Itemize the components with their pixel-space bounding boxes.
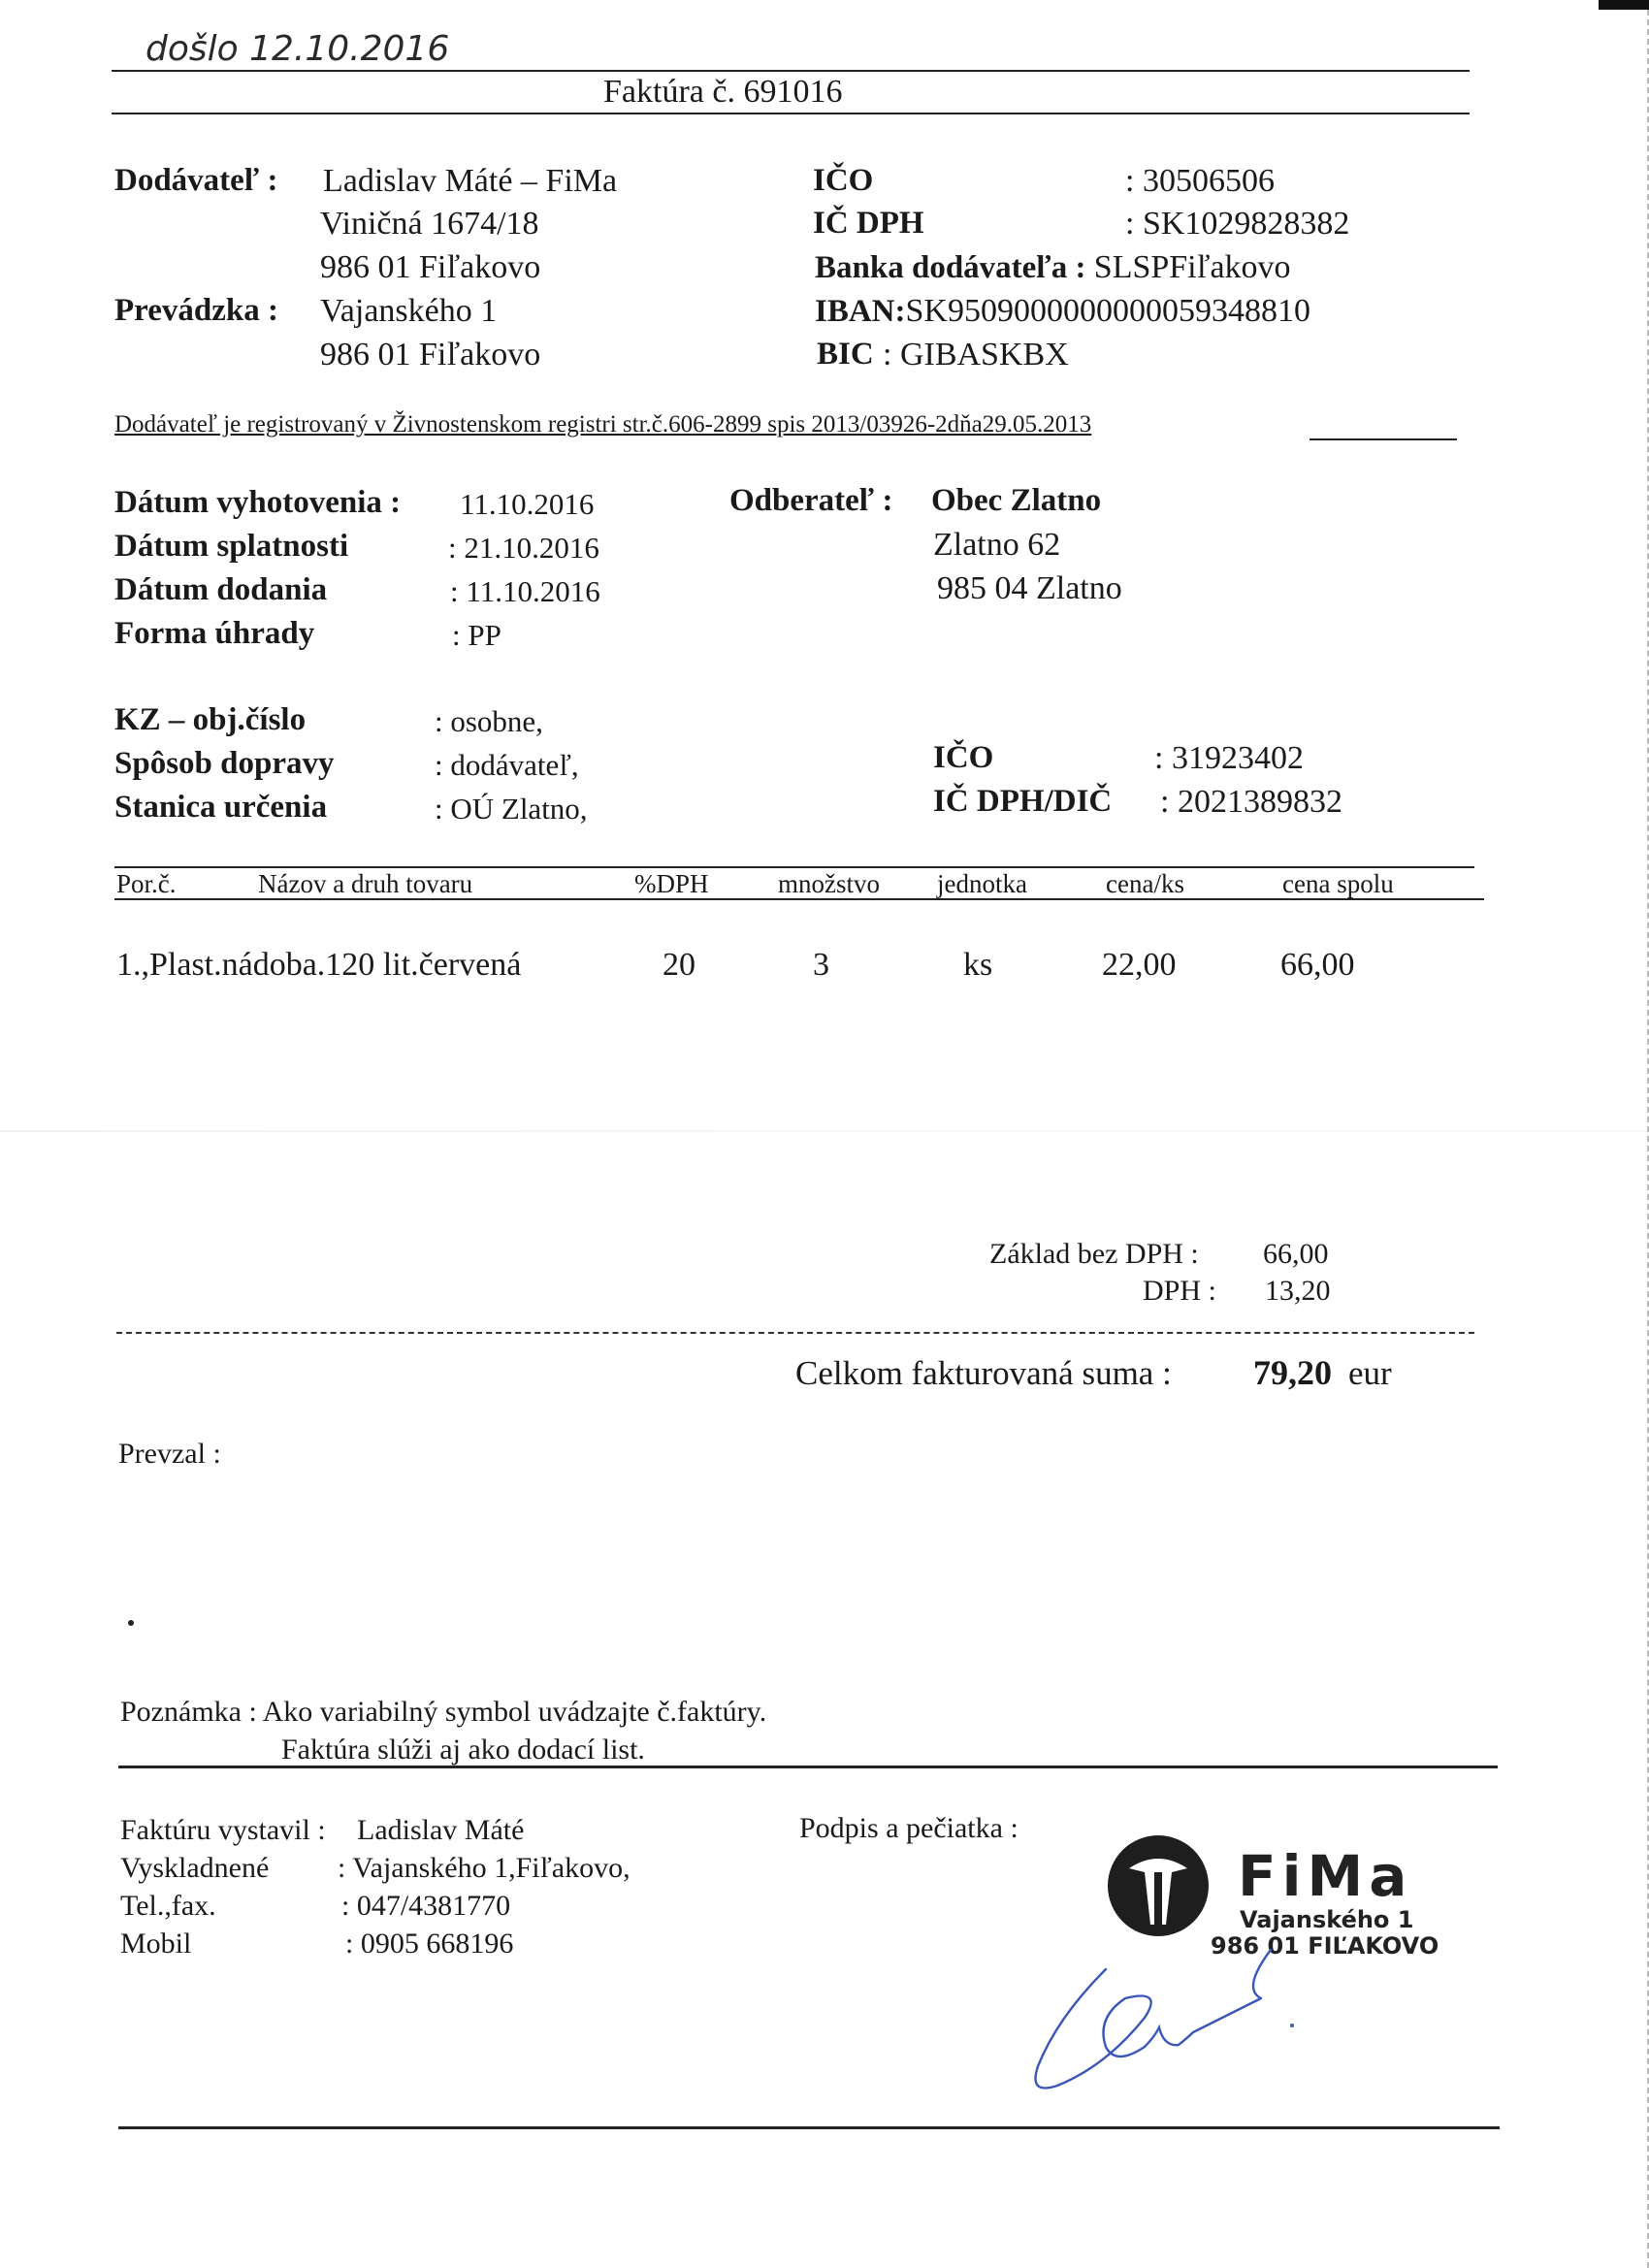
due-date-value: : 21.10.2016	[448, 531, 599, 565]
due-date-label: Dátum splatnosti	[114, 529, 349, 564]
premises-street: Vajanského 1	[320, 293, 498, 329]
premises-label: Prevádzka :	[114, 293, 278, 328]
scan-edge-mark	[1599, 0, 1649, 10]
customer-ico-label: IČO	[933, 740, 994, 775]
header-unit: jednotka	[937, 869, 1027, 898]
premises-city: 986 01 Fiľakovo	[320, 337, 541, 373]
payment-form-value: : PP	[452, 618, 501, 652]
warehouse-value: : Vajanského 1,Fiľakovo,	[338, 1852, 630, 1884]
icdph-label: IČ DPH	[813, 206, 924, 241]
delivery-date-value: : 11.10.2016	[450, 574, 600, 608]
issue-date-label: Dátum vyhotovenia :	[114, 485, 402, 520]
tel-value: : 047/4381770	[341, 1890, 511, 1922]
station-label: Stanica určenia	[114, 790, 328, 825]
issued-value: Ladislav Máté	[357, 1814, 525, 1846]
customer-icdph-label: IČ DPH/DIČ	[933, 784, 1113, 819]
issue-date-value: 11.10.2016	[460, 487, 595, 521]
tel-label: Tel.,fax.	[120, 1890, 216, 1922]
stamp-city: 986 01 FIĽAKOVO	[1211, 1932, 1439, 1960]
bank-value: SLSPFiľakovo	[1093, 249, 1291, 285]
grand-total-value: 79,20	[1253, 1353, 1332, 1392]
row-unit: ks	[963, 947, 993, 983]
invoice-title: Faktúra č. 691016	[603, 74, 843, 110]
customer-street: Zlatno 62	[933, 527, 1061, 563]
note-line-2: Faktúra slúži aj ako dodací list.	[281, 1733, 645, 1766]
mobile-label: Mobil	[120, 1928, 192, 1960]
stamp-street: Vajanského 1	[1240, 1906, 1414, 1933]
header-unit-price: cena/ks	[1106, 869, 1184, 898]
signature-label: Podpis a pečiatka :	[799, 1812, 1018, 1844]
totals-dashed-rule	[116, 1332, 1474, 1334]
bic-label: BIC	[817, 337, 874, 372]
perforated-edge	[1643, 0, 1649, 2268]
customer-label: Odberateľ :	[729, 483, 893, 518]
iban-label: IBAN:	[815, 294, 906, 329]
title-rule	[112, 113, 1470, 114]
note-line-1: Poznámka : Ako variabilný symbol uvádzajte č.faktúry.	[120, 1696, 767, 1728]
paper-fold	[0, 1130, 1649, 1132]
bottom-rule	[118, 2126, 1500, 2129]
issued-label: Faktúru vystavil :	[120, 1814, 326, 1846]
warehouse-label: Vyskladnené	[120, 1852, 270, 1884]
delivery-date-label: Dátum dodania	[114, 572, 328, 607]
supplier-label: Dodávateľ :	[114, 163, 278, 198]
station-value: : OÚ Zlatno,	[435, 792, 588, 826]
row-item-name: 1.,Plast.nádoba.120 lit.červená	[116, 947, 522, 983]
registry-rule	[1310, 438, 1457, 440]
header-vat-rate: %DPH	[634, 869, 709, 898]
header-item-name: Názov a druh tovaru	[258, 869, 473, 898]
vat-value: 13,20	[1265, 1275, 1331, 1307]
registry-note: Dodávateľ je registrovaný v Živnostenskom registri str.č.606-2899 spis 2013/03926-2dňa29.05.2013	[114, 411, 1092, 437]
customer-city: 985 04 Zlatno	[937, 570, 1122, 606]
customer-icdph-value: : 2021389832	[1160, 784, 1342, 820]
iban-value: SK9509000000000059348810	[905, 293, 1310, 329]
stamp-brand: FiMa	[1238, 1843, 1413, 1909]
grand-total-label: Celkom fakturovaná suma :	[795, 1354, 1172, 1392]
footer-rule	[118, 1766, 1498, 1768]
supplier-city: 986 01 Fiľakovo	[320, 249, 541, 285]
transport-label: Spôsob dopravy	[114, 746, 335, 781]
row-quantity: 3	[813, 947, 829, 983]
bank-label: Banka dodávateľa :	[815, 250, 1086, 285]
payment-form-label: Forma úhrady	[114, 616, 315, 651]
base-value: 66,00	[1263, 1238, 1329, 1270]
header-total-price: cena spolu	[1282, 869, 1394, 898]
currency: eur	[1348, 1354, 1392, 1392]
top-rule	[112, 70, 1470, 72]
kz-value: : osobne,	[435, 704, 543, 738]
header-quantity: množstvo	[778, 869, 880, 898]
stamp-logo-icon	[1102, 1830, 1214, 1942]
supplier-street: Viničná 1674/18	[320, 206, 539, 242]
ico-label: IČO	[813, 163, 874, 198]
handwritten-signature	[1018, 1930, 1310, 2105]
received-label: Prevzal :	[118, 1438, 221, 1470]
row-unit-price: 22,00	[1102, 947, 1177, 983]
transport-value: : dodávateľ,	[435, 748, 579, 782]
customer-name: Obec Zlatno	[931, 483, 1102, 518]
iban-line	[815, 293, 1310, 330]
supplier-name: Ladislav Máté – FiMa	[323, 163, 618, 199]
row-total-price: 66,00	[1280, 947, 1355, 983]
base-label: Základ bez DPH :	[989, 1238, 1199, 1270]
table-top-rule	[114, 866, 1474, 868]
row-vat-rate: 20	[663, 947, 695, 983]
table-header-rule	[114, 898, 1484, 900]
ink-dot	[128, 1620, 134, 1626]
icdph-value: : SK1029828382	[1125, 206, 1350, 242]
kz-label: KZ – obj.číslo	[114, 702, 307, 737]
bank-line	[815, 249, 1291, 286]
mobile-value: : 0905 668196	[345, 1928, 514, 1960]
customer-ico-value: : 31923402	[1154, 740, 1304, 776]
bic-value: : GIBASKBX	[883, 337, 1069, 373]
ico-value: : 30506506	[1125, 163, 1275, 199]
handwritten-received-note: došlo 12.10.2016	[146, 29, 450, 69]
header-number: Por.č.	[116, 869, 177, 898]
vat-label: DPH :	[1143, 1275, 1216, 1307]
